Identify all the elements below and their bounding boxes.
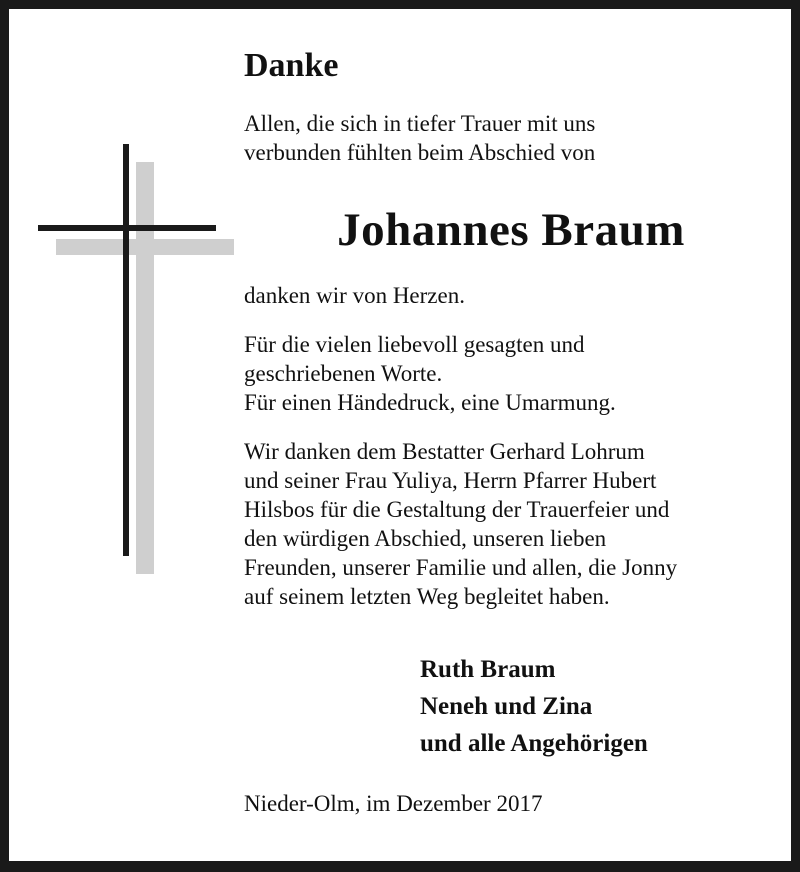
intro-line: verbunden fühlten beim Abschied von <box>244 140 596 165</box>
thanks-line: danken wir von Herzen. <box>244 283 465 308</box>
paragraph-line: und seiner Frau Yuliya, Herrn Pfarrer Hubert <box>244 468 657 493</box>
paragraph-line: Hilsbos für die Gestaltung der Trauerfeier und <box>244 497 670 522</box>
words-paragraph <box>244 330 616 417</box>
paragraph-line: Freunden, unserer Familie und allen, die Jonny <box>244 555 678 580</box>
thanks-paragraph <box>244 437 677 611</box>
signature-line: und alle Angehörigen <box>420 730 648 757</box>
notice-heading: Danke <box>244 47 339 84</box>
paragraph-line: geschriebenen Worte. <box>244 361 443 386</box>
signature-block <box>420 651 648 762</box>
signature-line: Neneh und Zina <box>420 693 593 720</box>
intro-line: Allen, die sich in tiefer Trauer mit uns <box>244 111 596 136</box>
deceased-name: Johannes Braum <box>337 204 685 256</box>
intro-paragraph <box>244 109 595 167</box>
place-date: Nieder-Olm, im Dezember 2017 <box>244 791 543 816</box>
paragraph-line: Für die vielen liebevoll gesagten und <box>244 332 585 357</box>
paragraph-line: Wir danken dem Bestatter Gerhard Lohrum <box>244 439 645 464</box>
paragraph-line: Für einen Händedruck, eine Umarmung. <box>244 390 616 415</box>
paragraph-line: auf seinem letzten Weg begleitet haben. <box>244 584 610 609</box>
signature-line: Ruth Braum <box>420 656 556 683</box>
paragraph-line: den würdigen Abschied, unseren lieben <box>244 526 607 551</box>
